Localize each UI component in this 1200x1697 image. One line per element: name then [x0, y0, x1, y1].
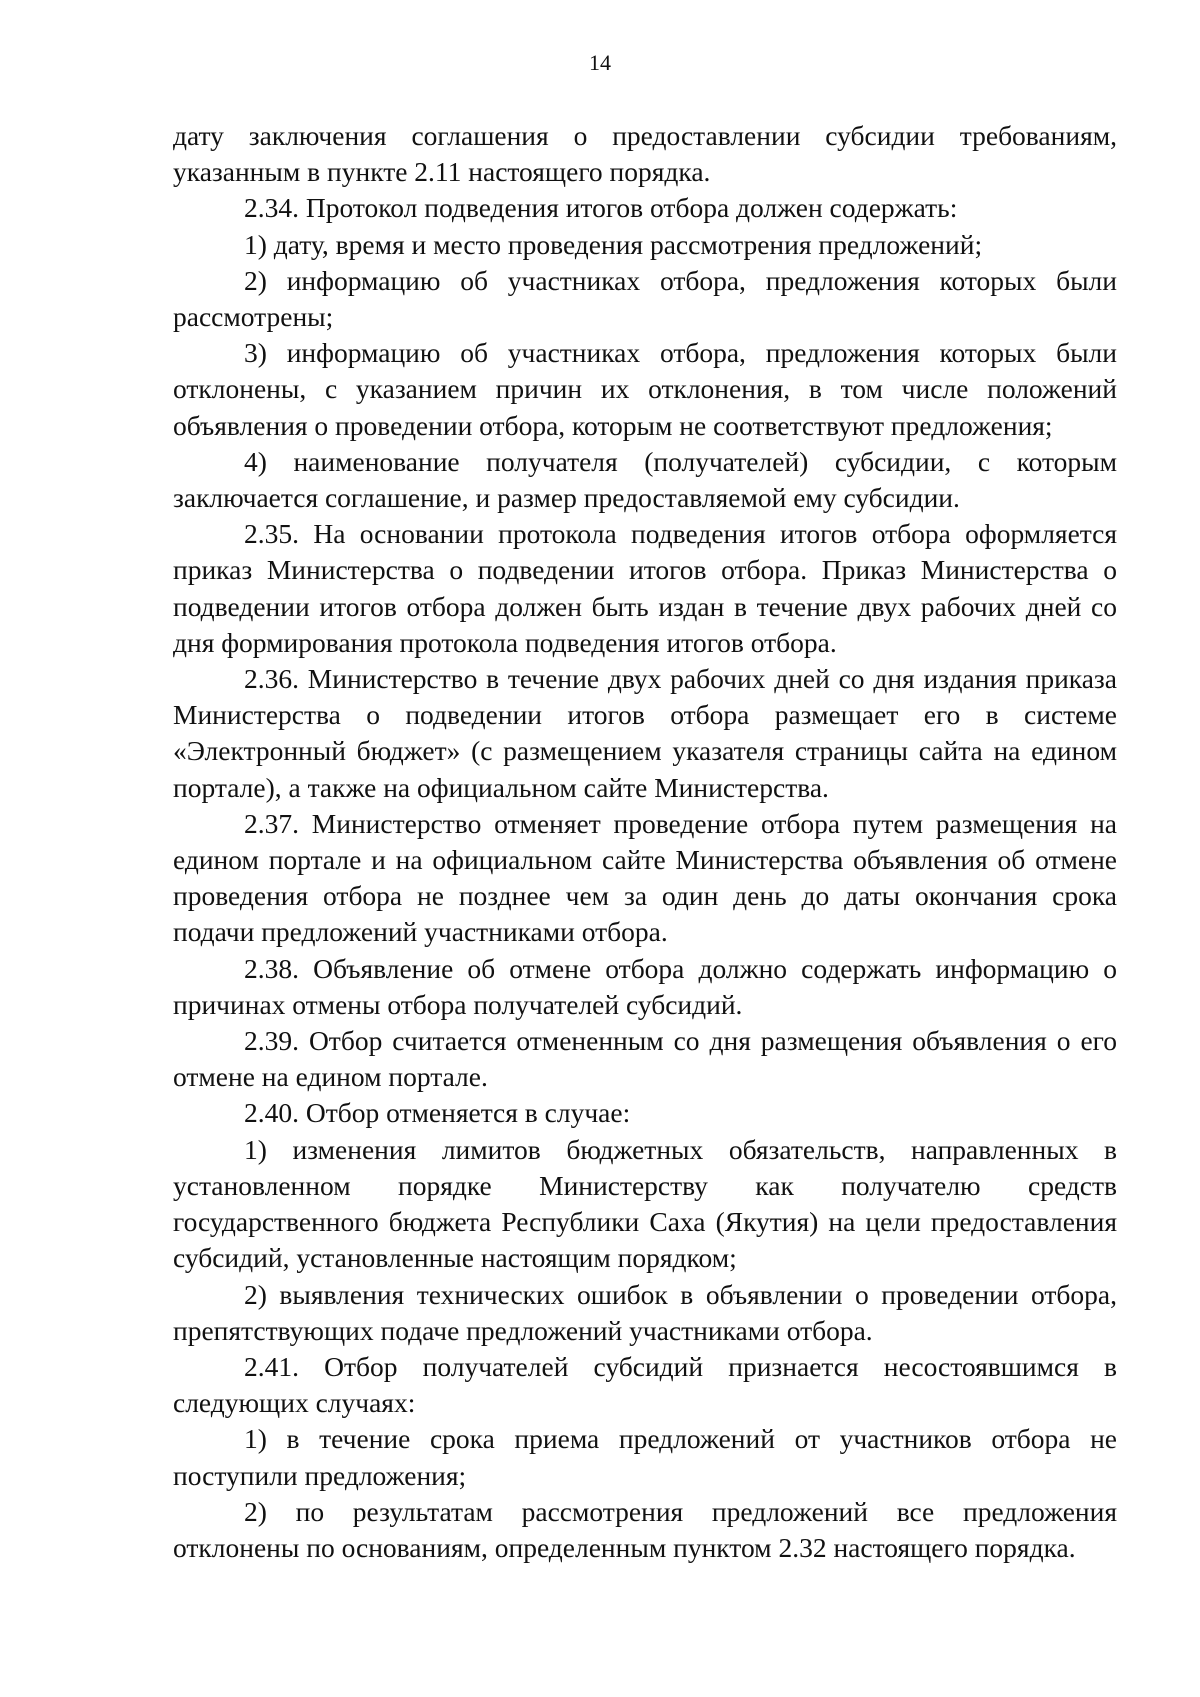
paragraph-continuation: дату заключения соглашения о предоставлении субсидии требованиям, указанным в пункте 2.11 настоящего порядка.	[173, 120, 1117, 188]
list-item-2-34-4: 4) наименование получателя (получателей) субсидии, с которым заключается соглашение, и размер предоставляемой ему субсидии.	[173, 445, 1117, 514]
list-item-2-40-1: 1) изменения лимитов бюджетных обязательств, направленных в установленном порядке Министерству как получателю средств государственного бюджета Республики Саха (Якутия) на цели предоставления субсидий, установленные настоящим порядком;	[173, 1133, 1117, 1274]
paragraph-2-37: 2.37. Министерство отменяет проведение отбора путем размещения на едином портале и на официальном сайте Министерства объявления об отмене проведения отбора не позднее чем за один день до даты окончания срока подачи предложений участниками отбора.	[173, 807, 1117, 948]
list-item-2-40-2: 2) выявления технических ошибок в объявлении о проведении отбора, препятствующих подаче предложений участниками отбора.	[173, 1278, 1117, 1346]
list-item-2-41-1: 1) в течение срока приема предложений от участников отбора не поступили предложения;	[173, 1423, 1117, 1491]
paragraph-2-38: 2.38. Объявление об отмене отбора должно содержать информацию о причинах отмены отбора получателей субсидий.	[173, 952, 1117, 1020]
list-item-2-34-1: 1) дату, время и место проведения рассмотрения предложений;	[244, 228, 983, 260]
paragraph-2-34: 2.34. Протокол подведения итогов отбора должен содержать:	[244, 192, 958, 224]
page-number: 14	[589, 50, 611, 75]
paragraph-2-41: 2.41. Отбор получателей субсидий признается несостоявшимся в следующих случаях:	[173, 1350, 1117, 1419]
paragraph-2-35: 2.35. На основании протокола подведения итогов отбора оформляется приказ Министерства о подведении итогов отбора. Приказ Министерства о подведении итогов отбора должен быть издан в течение двух рабочих дней со дня формирования протокола подведения итогов отбора.	[173, 518, 1117, 658]
paragraph-2-40: 2.40. Отбор отменяется в случае:	[244, 1097, 631, 1129]
list-item-2-34-2: 2) информацию об участниках отбора, предложения которых были рассмотрены;	[173, 264, 1117, 333]
list-item-2-41-2: 2) по результатам рассмотрения предложений все предложения отклонены по основаниям, определенным пунктом 2.32 настоящего порядка.	[173, 1495, 1117, 1563]
paragraph-2-36: 2.36. Министерство в течение двух рабочих дней со дня издания приказа Министерства о подведении итогов отбора размещает его в системе «Электронный бюджет» (с размещением указателя страницы сайта на едином портале), а также на официальном сайте Министерства.	[173, 663, 1117, 803]
document-body	[173, 118, 1117, 1566]
list-item-2-34-3: 3) информацию об участниках отбора, предложения которых были отклонены, с указанием причин их отклонения, в том числе положений объявления о проведении отбора, которым не соответствуют предложения;	[173, 337, 1117, 441]
paragraph-2-39: 2.39. Отбор считается отмененным со дня размещения объявления о его отмене на едином портале.	[173, 1025, 1117, 1093]
